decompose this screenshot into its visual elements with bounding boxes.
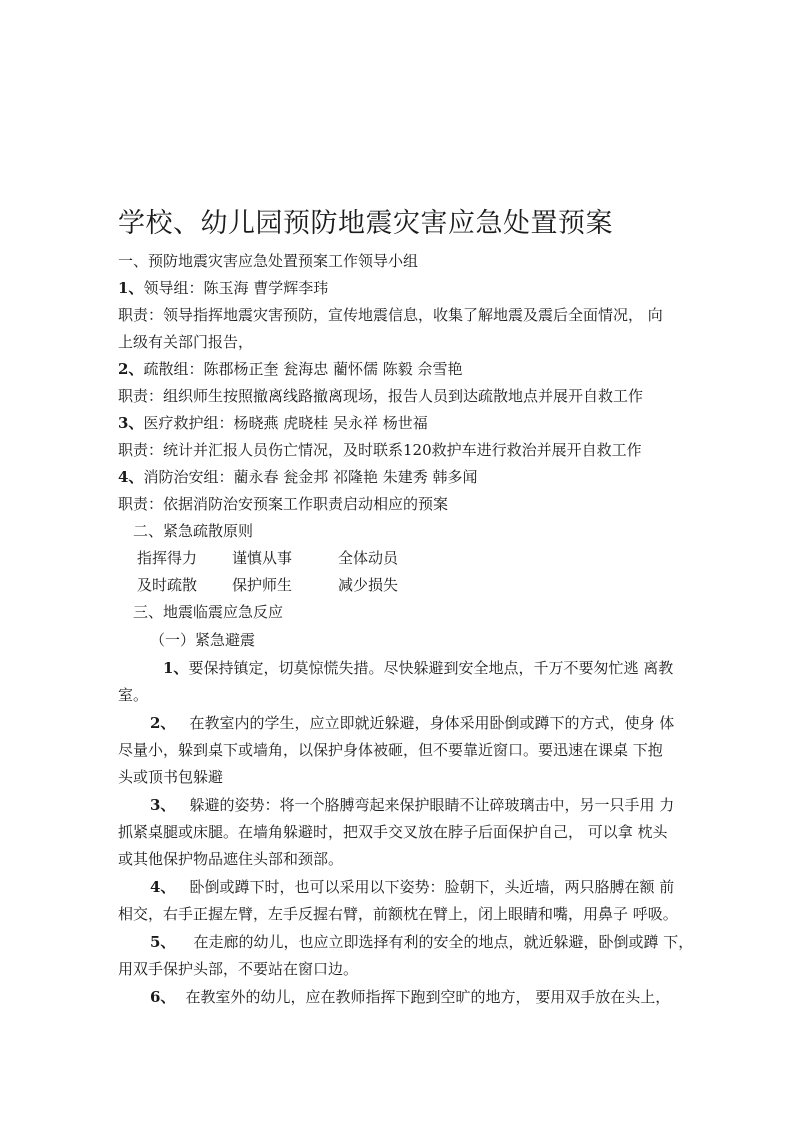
item-text: 在教室内的学生，应立即就近躲避，身体采用卧倒或蹲下的方式，使身 体 xyxy=(189,714,675,732)
section-heading: 二、紧急疏散原则 xyxy=(133,522,254,540)
list-item-line xyxy=(150,713,674,733)
list-item-line xyxy=(150,795,674,815)
section-heading: 一、预防地震灾害应急处置预案工作领导小组 xyxy=(118,252,419,270)
principle-item: 全体动员 xyxy=(338,549,399,567)
list-item-line xyxy=(163,658,673,678)
list-item-line: 抓紧桌腿或床腿。在墙角躲避时，把双手交叉放在脖子后面保护自己， 可以拿 枕头 xyxy=(118,823,668,841)
group-name: 领导组：陈玉海 曹学辉李玮 xyxy=(143,279,329,297)
item-text: 在教室外的幼儿，应在教师指挥下跑到空旷的地方， 要用双手放在头上， xyxy=(185,988,671,1006)
list-item-line xyxy=(150,932,693,952)
group-duty-line: 职责：依据消防治安预案工作职责启动相应的预案 xyxy=(118,495,449,513)
group-number: 4、 xyxy=(118,468,144,486)
item-number: 2、 xyxy=(150,714,176,732)
group-duty-line: 职责：组织师生按照撤离线路撤离现场，报告人员到达疏散地点并展开自救工作 xyxy=(118,387,644,405)
group-name: 医疗救护组：杨晓燕 虎晓桂 吴永祥 杨世福 xyxy=(143,414,428,432)
section-heading: 三、地震临震应急反应 xyxy=(133,603,284,621)
list-item-line: 或其他保护物品遮住头部和颈部。 xyxy=(118,850,344,868)
group-duty-line: 上级有关部门报告， xyxy=(118,333,254,351)
group-title xyxy=(118,467,478,487)
group-title xyxy=(118,278,328,298)
principle-item: 谨慎从事 xyxy=(232,549,293,567)
group-name: 消防治安组：藺永春 瓮金邦 祁隆艳 朱建秀 韩多闻 xyxy=(143,468,478,486)
list-item-line: 尽量小，躲到桌下或墙角，以保护身体被砸，但不要靠近窗口。要迅速在课桌 下抱 xyxy=(118,741,663,759)
group-duty-line: 职责：领导指挥地震灾害预防，宣传地震信息，收集了解地震及震后全面情况， 向 xyxy=(118,306,663,324)
list-item-line xyxy=(150,877,674,897)
principle-item: 减少损失 xyxy=(338,576,399,594)
principle-item: 及时疏散 xyxy=(137,576,198,594)
principle-item: 保护师生 xyxy=(232,576,293,594)
group-name: 疏散组：陈郡杨正奎 瓮海忠 藺怀儒 陈毅 佘雪艳 xyxy=(143,360,463,378)
item-number: 1、 xyxy=(163,659,189,677)
list-item-line: 相交，右手正握左臂，左手反握右臂，前额枕在臂上，闭上眼睛和嘴，用鼻子 呼吸。 xyxy=(118,905,678,923)
item-text: 要保持镇定，切莫惊慌失措。尽快躲避到安全地点，千万不要匆忙逃 离教 xyxy=(188,659,674,677)
item-number: 6、 xyxy=(150,988,176,1006)
item-number: 5、 xyxy=(150,933,176,951)
item-number: 3、 xyxy=(150,796,176,814)
document-title: 学校、幼儿园预防地震灾害应急处置预案 xyxy=(118,208,613,239)
list-item-line: 头或顶书包躲避 xyxy=(118,768,224,786)
subsection-heading: （一）紧急避震 xyxy=(150,631,256,649)
principle-item: 指挥得力 xyxy=(137,549,198,567)
list-item-line xyxy=(150,987,670,1007)
group-title xyxy=(118,413,428,433)
list-item-line: 用双手保护头部，不要站在窗口边。 xyxy=(118,960,359,978)
group-title xyxy=(118,359,463,379)
group-number: 2、 xyxy=(118,360,144,378)
group-number: 1、 xyxy=(118,279,144,297)
item-text: 在走廊的幼儿，也应立即选择有利的安全的地点，就近躲避，卧倒或蹲 下， xyxy=(193,933,694,951)
item-text: 卧倒或蹲下时，也可以采用以下姿势：脸朝下，头近墙，两只胳膊在额 前 xyxy=(189,878,675,896)
group-duty-line: 职责：统计并汇报人员伤亡情况，及时联系120救护车进行救治并展开自救工作 xyxy=(118,441,642,459)
item-number: 4、 xyxy=(150,878,176,896)
list-item-line: 室。 xyxy=(118,686,149,704)
group-number: 3、 xyxy=(118,414,144,432)
item-text: 躲避的姿势：将一个胳膊弯起来保护眼睛不让碎玻璃击中，另一只手用 力 xyxy=(189,796,675,814)
